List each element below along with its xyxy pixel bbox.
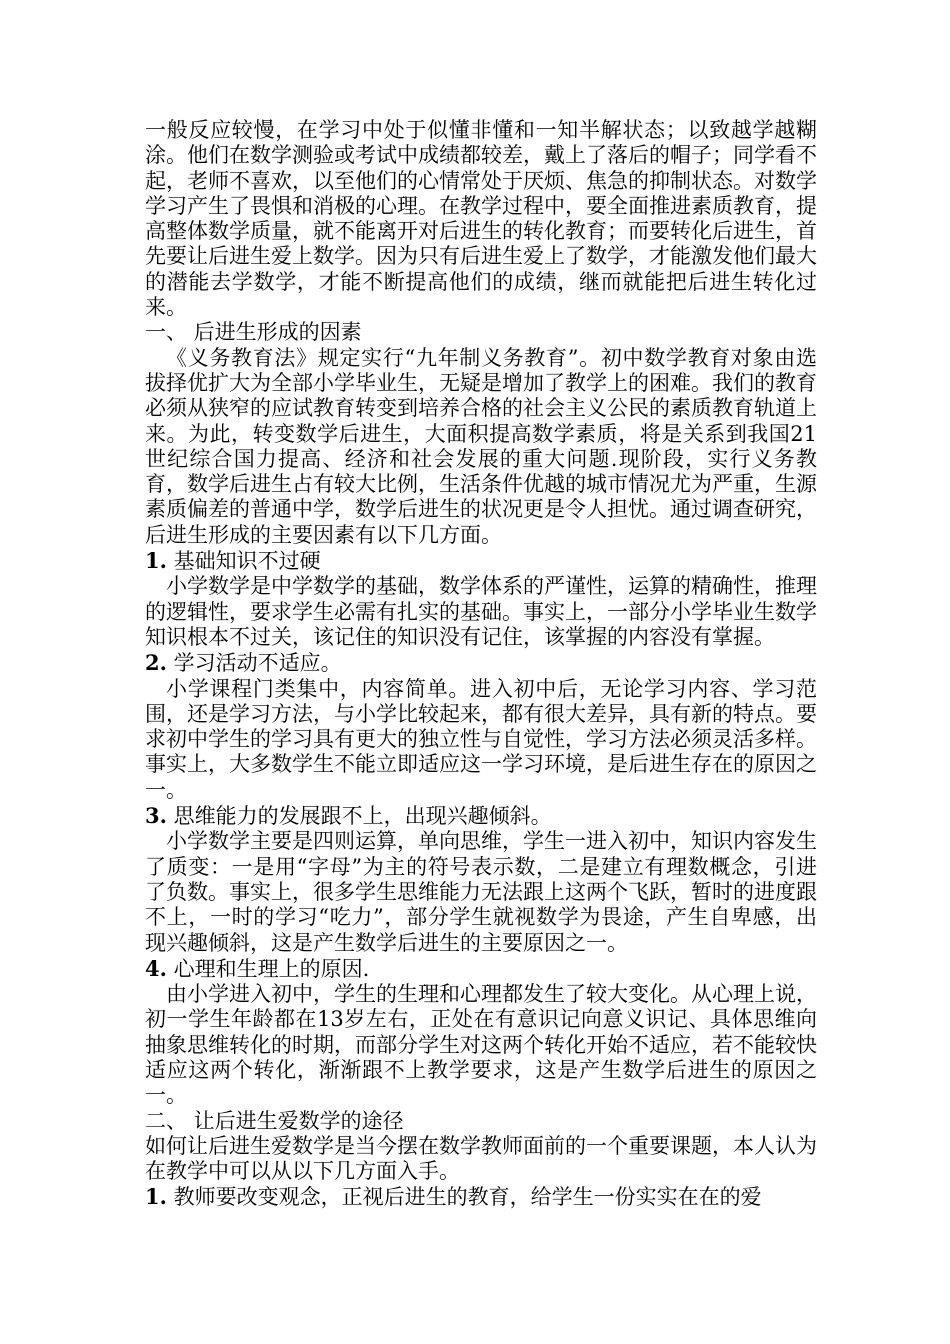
subsection-number: 2. (145, 650, 167, 676)
subsection-heading (145, 956, 817, 982)
subsection-heading (145, 650, 817, 676)
subsection-title: 教师要改变观念，正视后进生的教育，给学生一份实实在在的爱 (173, 1185, 762, 1210)
body-paragraph: 小学数学主要是四则运算，单向思维，学生一进入初中，知识内容发生了质变：一是用“字母”为主的符号表示数，二是建立有理数概念，引进了负数。事实上，很多学生思维能力无法跟上这两个飞跃，暂时的进度跟不上，一时的学习“吃力”，部分学生就视数学为畏途，产生自卑感，出现兴趣倾斜，这是产生数学后进生的主要原因之一。 (145, 829, 817, 955)
subsection-heading (145, 1184, 817, 1210)
body-paragraph: 小学课程门类集中，内容简单。进入初中后，无论学习内容、学习范围，还是学习方法，与小学比较起来，都有很大差异，具有新的特点。要求初中学生的学习具有更大的独立性与自觉性，学习方法必须灵活多样。事实上，大多数学生不能立即适应这一学习环境，是后进生存在的原因之一。 (145, 676, 817, 802)
document-page (145, 118, 817, 1211)
subsection-number: 4. (145, 955, 167, 981)
subsection-title: 基础知识不过硬 (173, 549, 321, 574)
subsection-number: 1. (145, 1184, 167, 1210)
body-paragraph: 小学数学是中学数学的基础，数学体系的严谨性，运算的精确性，推理的逻辑性，要求学生必需有扎实的基础。事实上，一部分小学毕业生数学知识根本不过关，该记住的知识没有记住，该掌握的内容没有掌握。 (145, 574, 817, 649)
section-heading: 二、 让后进生爱数学的途径 (145, 1108, 404, 1133)
subsection-title: 心理和生理上的原因. (173, 956, 370, 981)
subsection-number: 1. (145, 548, 167, 574)
subsection-title: 思维能力的发展跟不上，出现兴趣倾斜。 (173, 804, 552, 829)
subsection-heading (145, 803, 817, 829)
body-paragraph: 如何让后进生爱数学是当今摆在数学教师面前的一个重要课题，本人认为在教学中可以从以下几方面入手。 (145, 1133, 817, 1184)
subsection-number: 3. (145, 803, 167, 829)
section-heading: 一、 后进生形成的因素 (145, 320, 362, 345)
body-paragraph: 一般反应较慢，在学习中处于似懂非懂和一知半解状态；以致越学越糊涂。他们在数学测验或考试中成绩都较差，戴上了落后的帽子；同学看不起，老师不喜欢，以至他们的心情常处于厌烦、焦急的抑制状态。对数学学习产生了畏惧和消极的心理。在教学过程中，要全面推进素质教育，提高整体数学质量，就不能离开对后进生的转化教育；而要转化后进生，首先要让后进生爱上数学。因为只有后进生爱上了数学，才能激发他们最大的潜能去学数学，才能不断提高他们的成绩，继而就能把后进生转化过来。 (145, 118, 817, 320)
subsection-heading (145, 548, 817, 574)
body-paragraph: 由小学进入初中，学生的生理和心理都发生了较大变化。从心理上说，初一学生年龄都在13岁左右，正处在有意识记向意义识记、具体思维向抽象思维转化的时期，而部分学生对这两个转化开始不适应，若不能较快适应这两个转化，渐渐跟不上教学要求，这是产生数学后进生的原因之一。 (145, 982, 817, 1108)
subsection-title: 学习活动不适应。 (173, 651, 342, 676)
body-paragraph: 《义务教育法》规定实行“九年制义务教育”。初中数学教育对象由选拔择优扩大为全部小学毕业生，无疑是增加了教学上的困难。我们的教育必须从狭窄的应试教育转变到培养合格的社会主义公民的素质教育轨道上来。为此，转变数学后进生，大面积提高数学素质，将是关系到我国21世纪综合国力提高、经济和社会发展的重大问题.现阶段，实行义务教育，数学后进生占有较大比例，生活条件优越的城市情况尤为严重，生源素质偏差的普通中学，数学后进生的状况更是令人担忧。通过调查研究，后进生形成的主要因素有以下几方面。 (145, 345, 817, 547)
